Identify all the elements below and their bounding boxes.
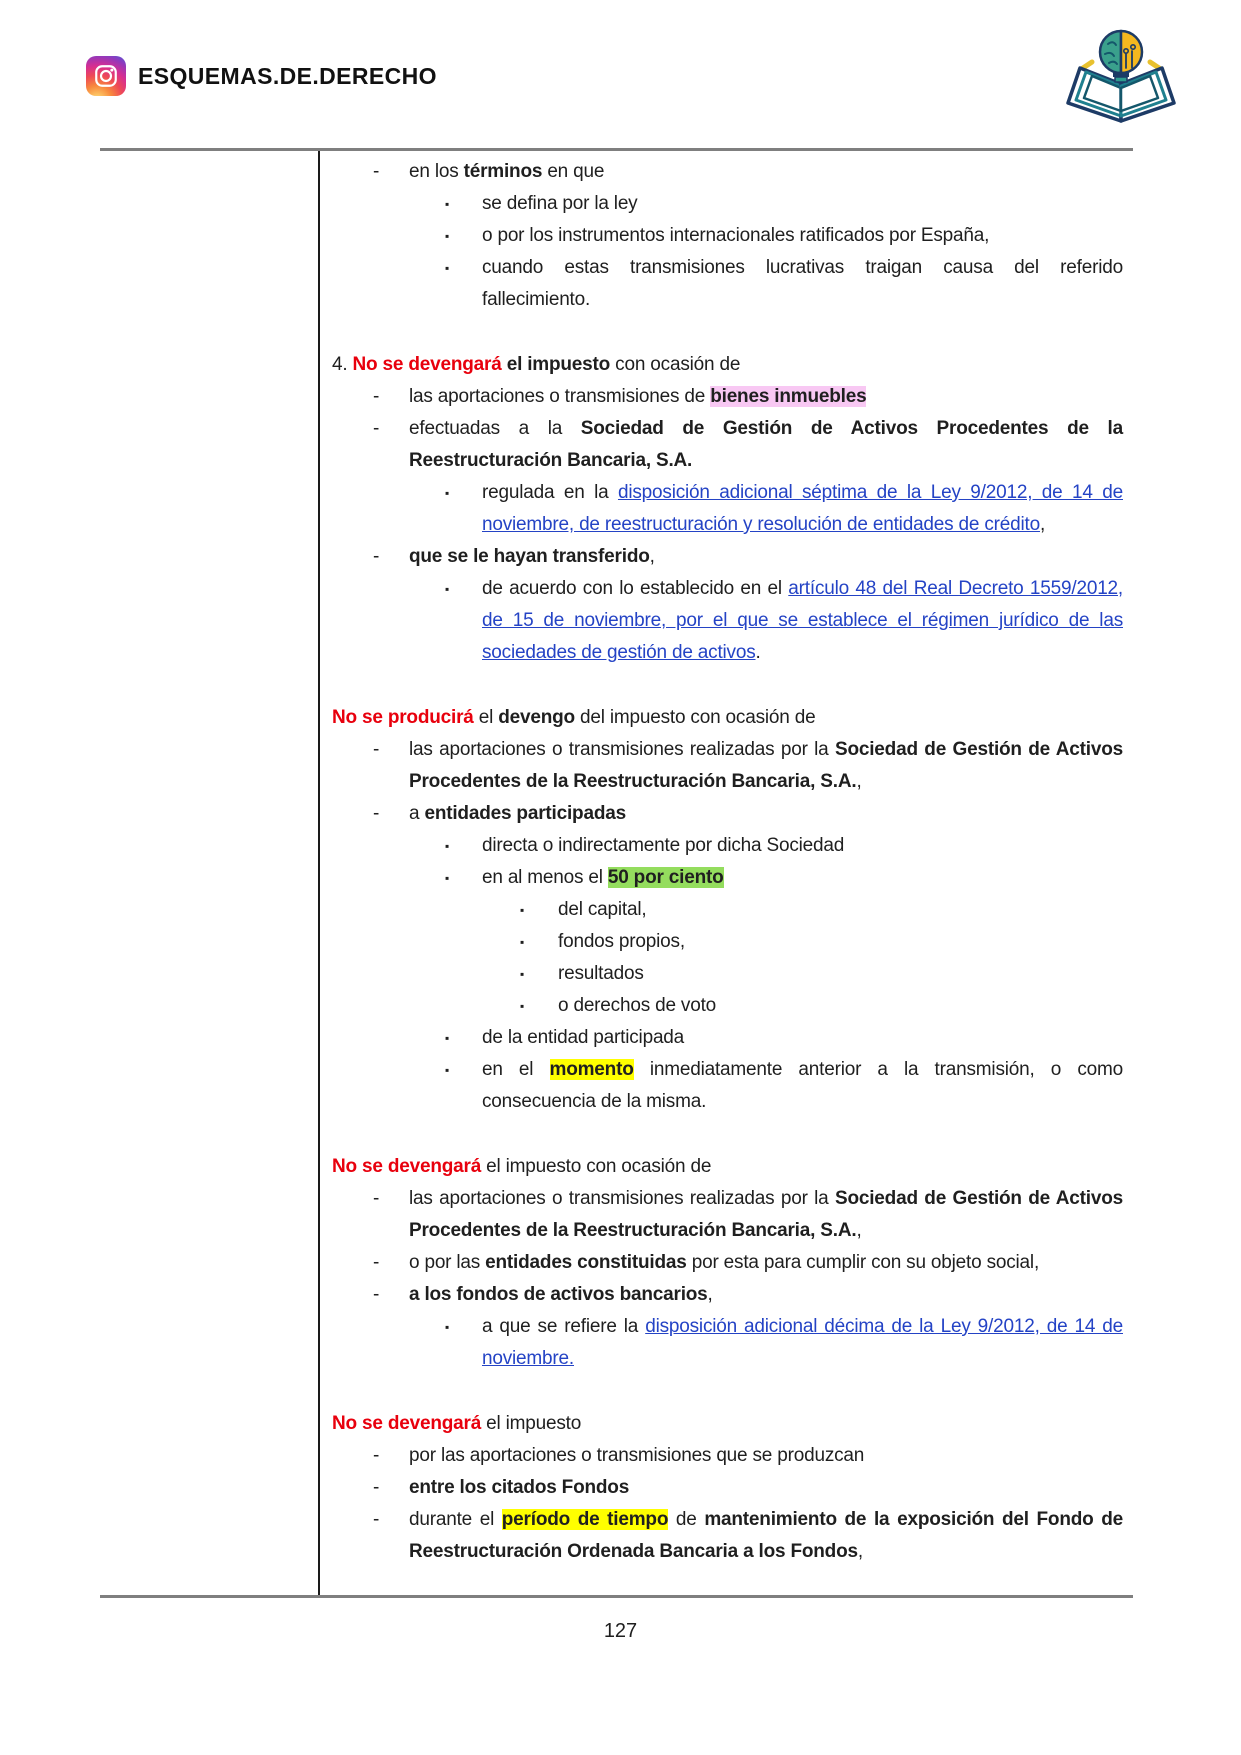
- list-item: [332, 156, 1123, 188]
- outline-section: [332, 349, 1123, 669]
- text-run: ,: [649, 546, 655, 567]
- text-run: ,: [1039, 514, 1046, 535]
- item-text: [409, 1440, 1123, 1472]
- square-bullet: ▪: [445, 839, 450, 853]
- paragraph: [332, 702, 1123, 734]
- text-run: ,: [857, 1541, 863, 1562]
- highlighted-text: bienes inmuebles: [710, 386, 867, 407]
- dash-bullet: -: [373, 418, 380, 439]
- item-text: [482, 220, 1123, 252]
- header-brand: [86, 56, 437, 96]
- text-run: entidades participadas: [424, 803, 626, 824]
- list-item: [332, 862, 1123, 894]
- paragraph: [332, 349, 1123, 381]
- square-bullet: ▪: [445, 1031, 450, 1045]
- text-run: por las aportaciones o transmisiones que se produzcan: [409, 1445, 865, 1466]
- outline-section: [332, 702, 1123, 1118]
- dash-bullet: -: [373, 161, 380, 182]
- text-run: o derechos de voto: [558, 995, 717, 1016]
- text-run: del capital,: [558, 899, 647, 920]
- list-item: [332, 1311, 1123, 1375]
- text-run: o por las: [409, 1252, 486, 1273]
- text-run: Sociedad de Gestión de Activos Procedentes de la Reestructuración Bancaria, S.A.: [409, 739, 1124, 792]
- list-item: [332, 926, 1123, 958]
- list-item: [332, 477, 1123, 541]
- legal-reference-link[interactable]: disposición adicional décima de la Ley 9/2012, de 14 de noviembre.: [482, 1316, 1123, 1369]
- text-run: a: [409, 803, 425, 824]
- item-text: [332, 702, 1123, 734]
- square-bullet: ▪: [445, 229, 450, 243]
- dash-bullet: -: [373, 739, 380, 760]
- text-run: durante el: [409, 1509, 502, 1530]
- item-text: [409, 1247, 1123, 1279]
- dash-bullet: -: [373, 1252, 380, 1273]
- text-run: cuando estas transmisiones lucrativas traigan causa del referido fallecimiento.: [482, 257, 1123, 310]
- square-bullet: ▪: [445, 582, 450, 596]
- emphasis-red-text: No se devengará: [332, 1413, 482, 1434]
- item-text: [482, 252, 1123, 316]
- text-run: Sociedad de Gestión de Activos Procedentes de la Reestructuración Bancaria, S.A.: [409, 418, 1123, 471]
- text-run: fondos propios,: [558, 931, 685, 952]
- text-run: términos: [463, 161, 543, 182]
- text-run: de la entidad participada: [482, 1027, 685, 1048]
- item-text: [482, 862, 1123, 894]
- square-bullet: ▪: [520, 999, 525, 1013]
- item-text: [409, 156, 1123, 188]
- list-item: [332, 894, 1123, 926]
- list-item: [332, 958, 1123, 990]
- item-text: [409, 798, 1123, 830]
- outline-items: [332, 156, 1123, 1568]
- text-run: efectuadas a la: [409, 418, 581, 439]
- text-run: por esta para cumplir con su objeto social,: [686, 1252, 1040, 1273]
- list-item: [332, 413, 1123, 477]
- text-run: entre los citados Fondos: [409, 1477, 630, 1498]
- text-run: las aportaciones o transmisiones realizadas por la: [409, 739, 835, 760]
- item-text: [482, 1022, 1123, 1054]
- square-bullet: ▪: [520, 935, 525, 949]
- item-text: [558, 990, 1123, 1022]
- emphasis-red-text: No se devengará: [332, 1156, 482, 1177]
- page-number: 127: [603, 1620, 638, 1642]
- text-run: de: [668, 1509, 705, 1530]
- text-run: el impuesto: [506, 354, 611, 375]
- brand-text: ESQUEMAS.DE.DERECHO: [138, 62, 437, 89]
- list-item: [332, 1022, 1123, 1054]
- brand-logo-icon: [1060, 24, 1182, 130]
- text-run: mantenimiento de la exposición del Fondo de Reestructuración Ordenada Bancaria a los Fondos: [409, 1509, 1123, 1562]
- item-text: [558, 958, 1123, 990]
- text-run: ,: [707, 1284, 713, 1305]
- list-item: [332, 1504, 1123, 1568]
- list-item: [332, 1183, 1123, 1247]
- item-text: [482, 830, 1123, 862]
- content-table: [100, 148, 1133, 1598]
- item-text: [409, 734, 1123, 798]
- text-run: a que se refiere la: [482, 1316, 646, 1337]
- text-run: de acuerdo con lo establecido en el: [482, 578, 789, 599]
- dash-bullet: -: [373, 1188, 380, 1209]
- square-bullet: ▪: [445, 1320, 450, 1334]
- paragraph: [332, 1151, 1123, 1183]
- square-bullet: ▪: [445, 871, 450, 885]
- text-run: en el: [482, 1059, 550, 1080]
- list-item: [332, 830, 1123, 862]
- list-item: [332, 252, 1123, 316]
- dash-bullet: -: [373, 1477, 380, 1498]
- dash-bullet: -: [373, 1284, 380, 1305]
- list-item: [332, 541, 1123, 573]
- instagram-icon: [86, 56, 126, 96]
- item-text: [482, 1311, 1123, 1375]
- paragraph: [332, 1408, 1123, 1440]
- list-item: [332, 188, 1123, 220]
- item-text: [409, 1183, 1123, 1247]
- text-run: ,: [856, 1220, 862, 1241]
- list-item: [332, 1247, 1123, 1279]
- item-text: [482, 477, 1123, 541]
- text-run: Sociedad de Gestión de Activos Procedentes de la Reestructuración Bancaria, S.A.: [409, 1188, 1124, 1241]
- dash-bullet: -: [373, 1509, 380, 1530]
- list-item: [332, 1279, 1123, 1311]
- text-run: el: [473, 707, 499, 728]
- text-run: regulada en la: [482, 482, 618, 503]
- item-text: [332, 1151, 1123, 1183]
- square-bullet: ▪: [520, 967, 525, 981]
- square-bullet: ▪: [445, 486, 450, 500]
- list-item: [332, 573, 1123, 669]
- text-run: en los: [409, 161, 464, 182]
- text-run: o por los instrumentos internacionales ratificados por España,: [482, 225, 990, 246]
- highlighted-text: período de tiempo: [501, 1509, 669, 1530]
- dash-bullet: -: [373, 386, 380, 407]
- item-text: [409, 413, 1123, 477]
- text-run: directa o indirectamente por dicha Sociedad: [482, 835, 845, 856]
- dash-bullet: -: [373, 546, 380, 567]
- text-run: con ocasión de: [610, 354, 741, 375]
- item-text: [482, 1054, 1123, 1118]
- item-text: [409, 1279, 1123, 1311]
- square-bullet: ▪: [445, 261, 450, 275]
- emphasis-red-text: No se devengará: [352, 354, 502, 375]
- item-text: [482, 188, 1123, 220]
- dash-bullet: -: [373, 803, 380, 824]
- text-run: el impuesto con ocasión de: [481, 1156, 712, 1177]
- outline-section: [332, 1151, 1123, 1375]
- table-right-column: [320, 151, 1133, 1595]
- square-bullet: ▪: [445, 1063, 450, 1077]
- text-run: se defina por la ley: [482, 193, 638, 214]
- list-item: [332, 798, 1123, 830]
- square-bullet: ▪: [520, 903, 525, 917]
- list-item: [332, 734, 1123, 798]
- text-run: 4.: [332, 354, 353, 375]
- item-text: [558, 894, 1123, 926]
- item-text: [332, 1408, 1123, 1440]
- list-item: [332, 220, 1123, 252]
- text-run: las aportaciones o transmisiones de: [409, 386, 711, 407]
- list-item: [332, 381, 1123, 413]
- table-left-column: [100, 151, 320, 1595]
- item-text: [558, 926, 1123, 958]
- dash-bullet: -: [373, 1445, 380, 1466]
- text-run: en al menos el: [482, 867, 608, 888]
- highlighted-text: 50 por ciento: [607, 867, 724, 888]
- item-text: [332, 349, 1123, 381]
- text-run: el impuesto: [481, 1413, 582, 1434]
- emphasis-red-text: No se producirá: [332, 707, 474, 728]
- text-run: inmediatamente anterior a la transmisión, o como consecuencia de la misma.: [482, 1059, 1123, 1112]
- text-run: del impuesto con ocasión de: [574, 707, 816, 728]
- item-text: [409, 1472, 1123, 1504]
- outline-section: [332, 1408, 1123, 1568]
- text-run: que se le hayan transferido: [409, 546, 650, 567]
- text-run: resultados: [558, 963, 644, 984]
- text-run: ,: [856, 771, 862, 792]
- list-item: [332, 990, 1123, 1022]
- text-run: a los fondos de activos bancarios: [409, 1284, 708, 1305]
- text-run: en que: [542, 161, 605, 182]
- list-item: [332, 1054, 1123, 1118]
- text-run: .: [755, 642, 761, 663]
- list-item: [332, 1440, 1123, 1472]
- text-run: devengo: [498, 707, 575, 728]
- text-run: entidades constituidas: [485, 1252, 687, 1273]
- text-run: las aportaciones o transmisiones realizadas por la: [409, 1188, 835, 1209]
- highlighted-text: momento: [549, 1059, 634, 1080]
- outline-section: [332, 156, 1123, 316]
- legal-reference-link[interactable]: disposición adicional séptima de la Ley 9/2012, de 14 de noviembre, de reestructuración y resolución de entidades de crédito: [482, 482, 1123, 535]
- item-text: [409, 381, 1123, 413]
- square-bullet: ▪: [445, 197, 450, 211]
- item-text: [482, 573, 1123, 669]
- list-item: [332, 1472, 1123, 1504]
- legal-reference-link[interactable]: artículo 48 del Real Decreto 1559/2012, de 15 de noviembre, por el que se establece el régimen jurídico de las sociedades de gestión de activos: [482, 578, 1124, 663]
- item-text: [409, 541, 1123, 573]
- item-text: [409, 1504, 1123, 1568]
